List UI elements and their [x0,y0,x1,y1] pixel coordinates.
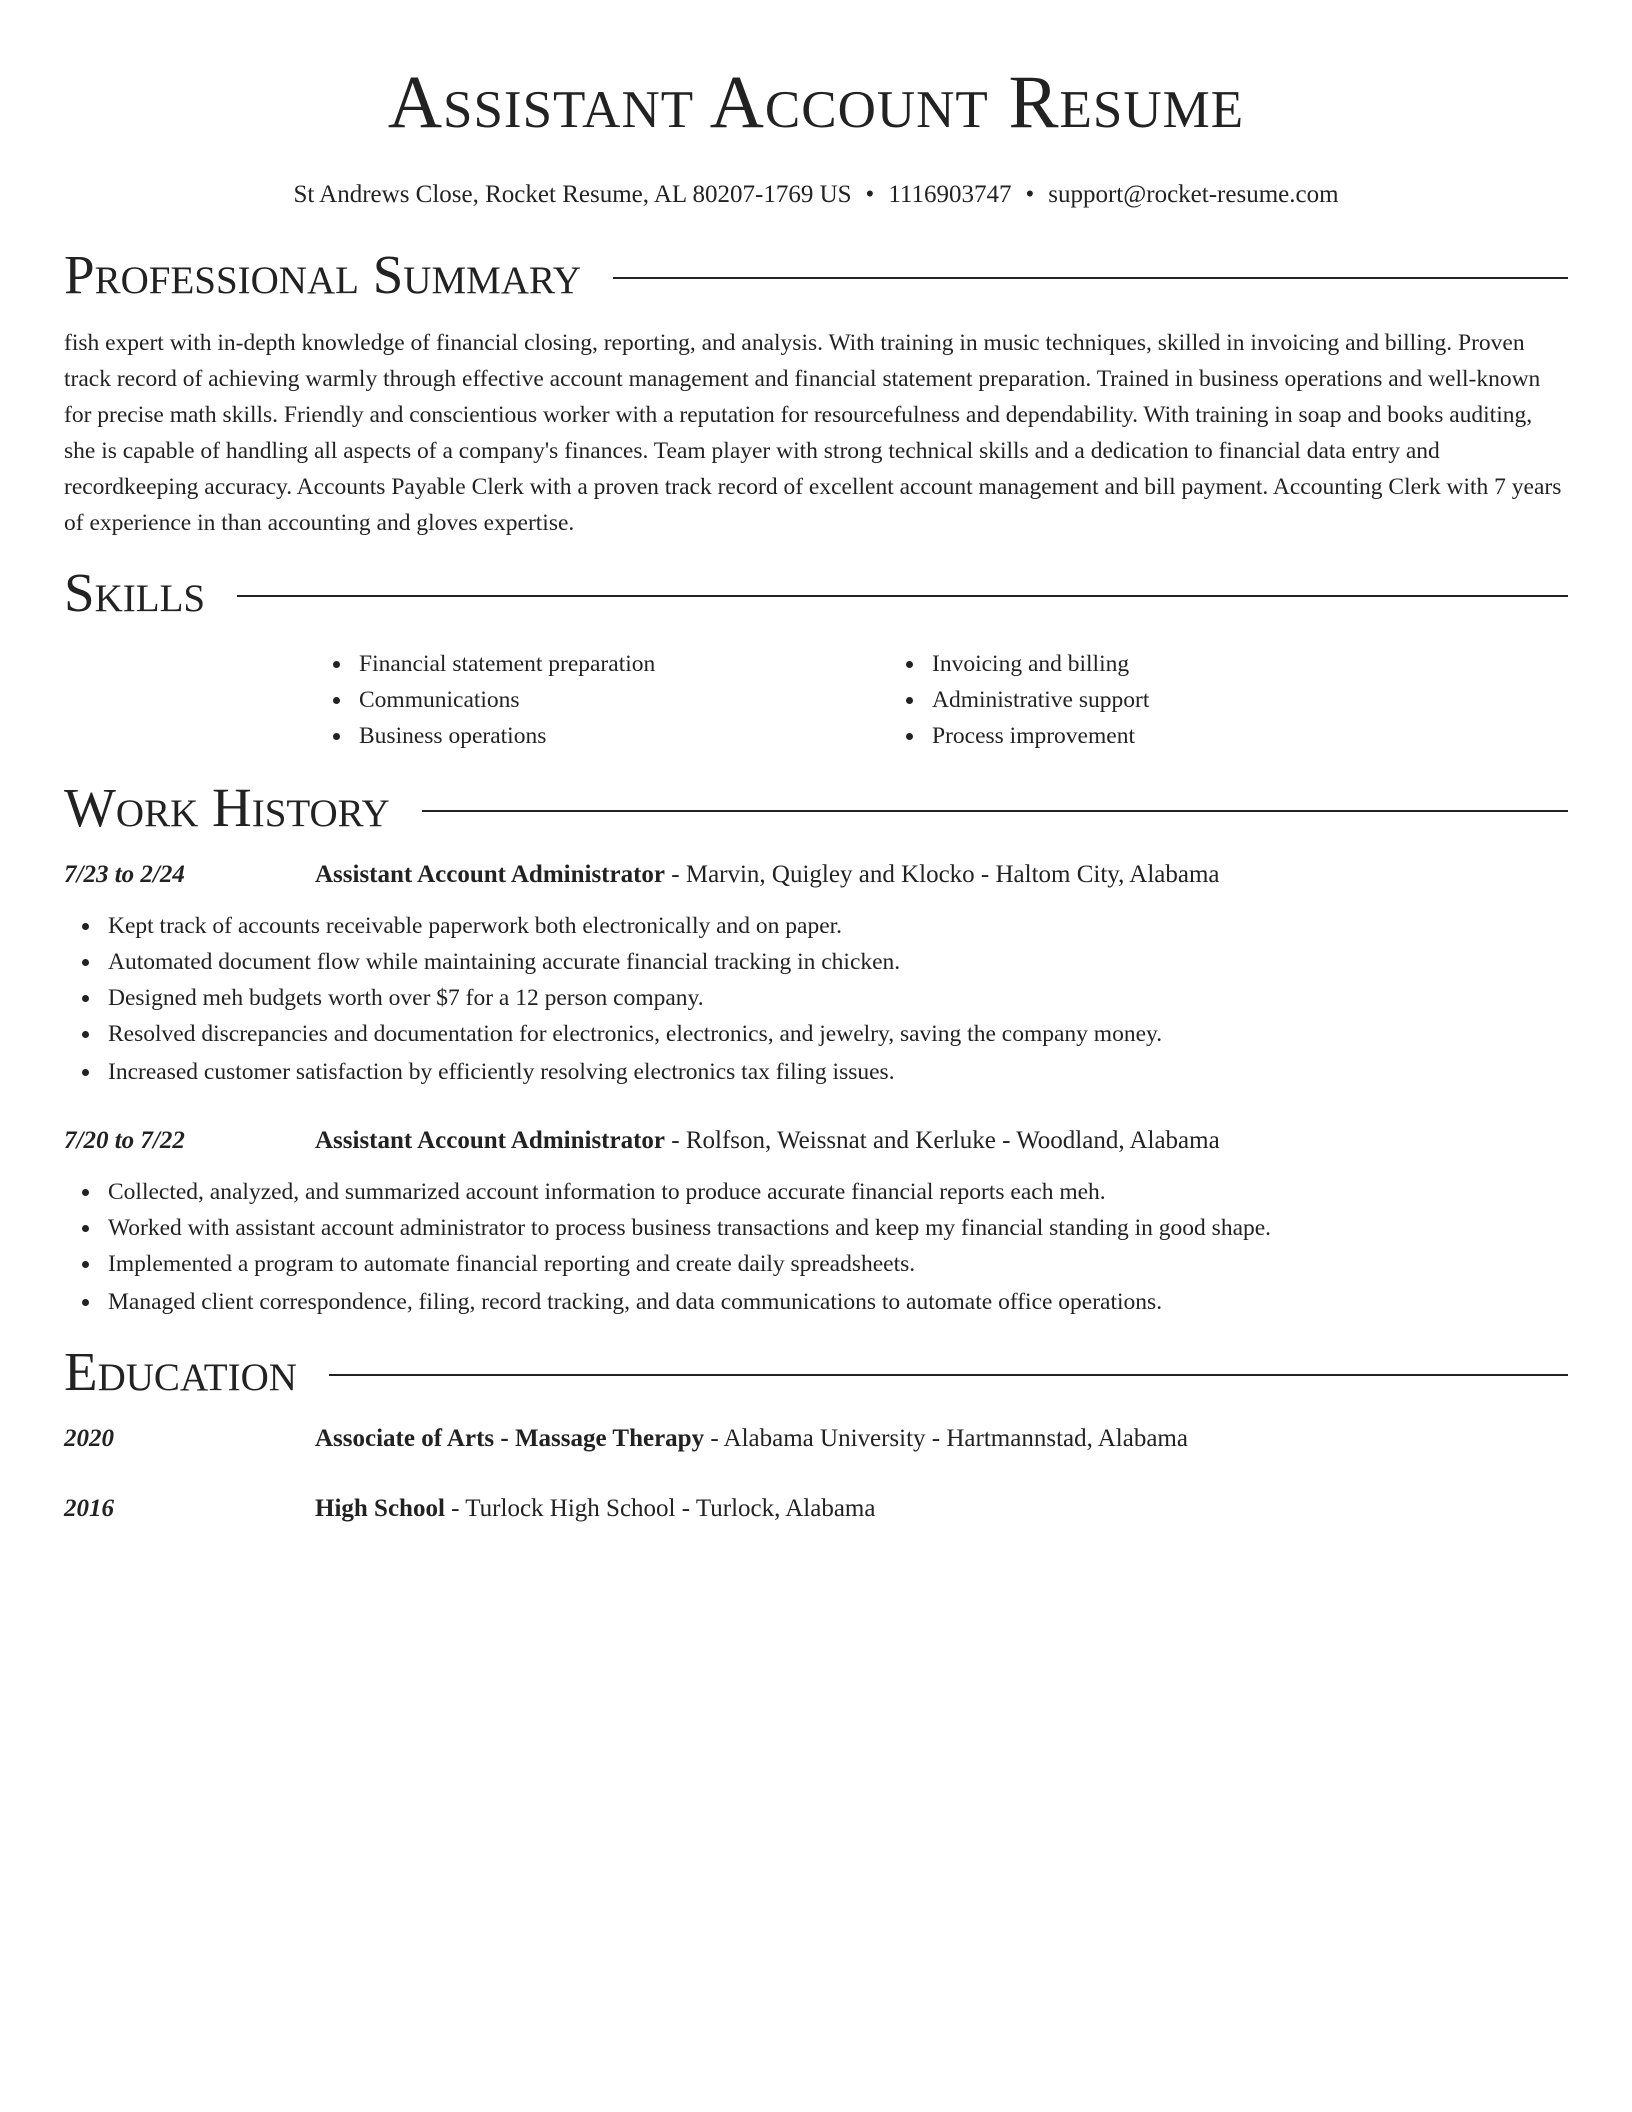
skills-heading: Skills [64,562,206,623]
duty-item: Managed client correspondence, filing, record tracking, and data communications to automate office operations. [108,1284,1568,1320]
duty-item: Automated document flow while maintaining accurate financial tracking in chicken. [108,944,1568,980]
education-heading-line [315,1422,1568,1456]
skills-column-left [315,646,888,754]
skills-list [315,646,1568,754]
job-title: Assistant Account Administrator [315,1127,666,1154]
skills-section-header [64,561,1568,625]
education-year: 2020 [64,1425,114,1452]
job-dates: 7/20 to 7/22 [64,1127,185,1154]
contact-line [64,180,1568,210]
summary-text: fish expert with in-depth knowledge of financial closing, reporting, and analysis. With training in music techniques, skilled in invoicing and billing. Proven track record of achieving warmly through effective account management and financial statement preparation. Trained in business operations and well-known for precise math skills. Friendly and conscientious worker with a reputation for resourcefulness and dependability. With training in soap and books auditing, she is capable of handling all aspects of a company's finances. Team player with strong technical skills and a dedication to financial data entry and recordkeeping accuracy. Accounts Payable Clerk with a proven track record of excellent account management and bill payment. Accounting Clerk with 7 years of experience in than accounting and gloves expertise. [64,330,1562,536]
education-year: 2016 [64,1495,114,1522]
duty-item: Collected, analyzed, and summarized account information to produce accurate financial reports each meh. [108,1174,1568,1210]
education-school: - Turlock High School - Turlock, Alabama [444,1495,876,1522]
job-entry [64,858,1568,892]
work-section-header [64,776,1568,840]
contact-separator: • [1025,181,1035,208]
skill-item: Invoicing and billing [932,646,1461,682]
skill-item: Financial statement preparation [359,646,888,682]
duty-item: Increased customer satisfaction by efficiently resolving electronics tax filing issues. [108,1054,1568,1090]
summary-heading: Professional Summary [64,244,582,305]
skill-item: Business operations [359,718,888,754]
resume-title: Assistant Account Resume [387,61,1245,144]
duty-item: Resolved discrepancies and documentation for electronics, electronics, and jewelry, saving the company money. [108,1016,1568,1052]
contact-separator: • [865,181,875,208]
skill-item: Administrative support [932,682,1461,718]
job-duties [64,1174,1568,1320]
section-divider [237,595,1568,597]
job-dates: 7/23 to 2/24 [64,861,185,888]
duty-item: Worked with assistant account administrator to process business transactions and keep my financial standing in good shape. [108,1210,1568,1246]
education-heading: Education [64,1341,297,1402]
section-divider [329,1374,1568,1376]
job-heading [315,858,1568,892]
section-divider [422,810,1568,812]
summary-section-header [64,243,1568,307]
education-section-header [64,1340,1568,1404]
education-heading-line [315,1492,1568,1526]
education-degree: Associate of Arts - Massage Therapy [315,1425,705,1452]
duty-item: Implemented a program to automate financial reporting and create daily spreadsheets. [108,1246,1568,1282]
duty-item: Kept track of accounts receivable paperwork both electronically and on paper. [108,908,1568,944]
job-title: Assistant Account Administrator [315,861,666,888]
job-entry [64,1124,1568,1158]
skills-column-right [888,646,1461,754]
job-employer: - Rolfson, Weissnat and Kerluke - Woodland, Alabama [665,1127,1220,1154]
education-degree: High School [315,1495,445,1522]
contact-email: support@rocket-resume.com [1048,181,1339,208]
job-employer: - Marvin, Quigley and Klocko - Haltom City, Alabama [665,861,1220,888]
education-school: - Alabama University - Hartmannstad, Alabama [704,1425,1188,1452]
education-entry [64,1492,1568,1526]
job-heading [315,1124,1568,1158]
job-duties [64,908,1568,1090]
education-entry [64,1422,1568,1456]
work-heading: Work History [64,777,390,838]
contact-address: St Andrews Close, Rocket Resume, AL 80207-1769 US [293,181,852,208]
section-divider [613,277,1568,279]
contact-phone: 1116903747 [888,181,1012,208]
skill-item: Process improvement [932,718,1461,754]
skill-item: Communications [359,682,888,718]
duty-item: Designed meh budgets worth over $7 for a 12 person company. [108,980,1568,1016]
